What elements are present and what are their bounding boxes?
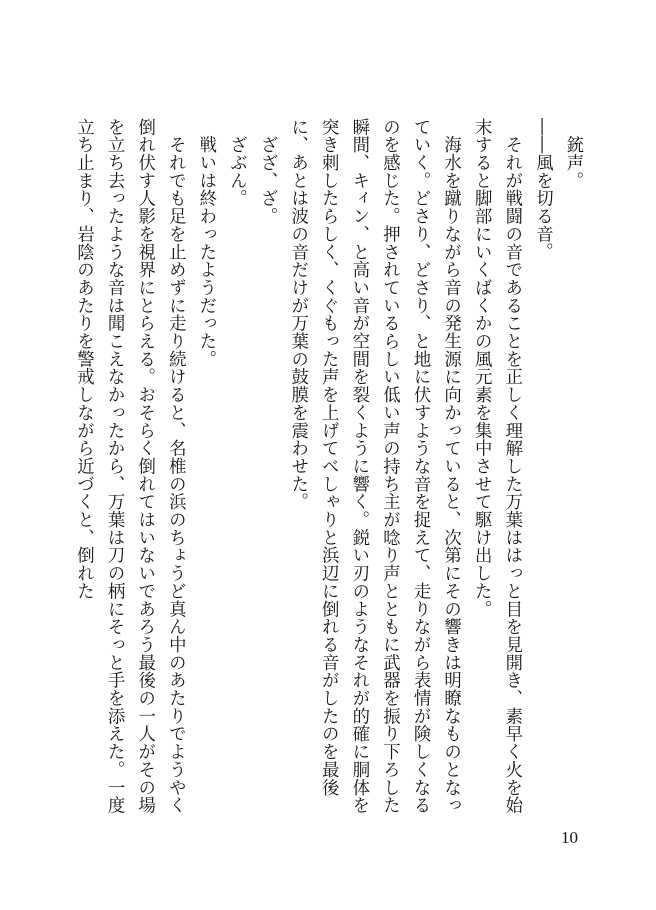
paragraph: それが戦闘の音であることを正しく理解した万葉ははっと目を見開き、素早く火を始末すると脚部にいくばくかの風元素を集中させて駆け出した。 [471, 118, 522, 815]
paragraph: 海水を蹴りながら音の発生源に向かっていると、次第にその響きは明瞭なものとなっていく。どさり、どさり、と地に伏すような音を捉えて、走りながら表情が険しくなるのを感じた。押されているらしい低い声の持ち主が唸り声とともに武器を振り下ろした瞬間、キィン、と高い音が空間を裂くように響く。鋭い刃のようなそれが的確に胴体を突き刺したらしく、くぐもった声を上げてべしゃりと浜辺に倒れる音がしたのを最後に、あとは波の音だけが万葉の鼓膜を震わせた。 [287, 118, 461, 815]
paragraph: それでも足を止めずに走り続けると、名椎の浜のちょうど真ん中のあたりでようやく倒れ伏す人影を視界にとらえる。おそらく倒れてはいないであろう最後の一人がその場を立ち去ったような音は聞こえなかったから、万葉は刀の柄にそっと手を添えた。一度立ち止まり、岩陰のあたりを警戒しながら近づくと、倒れた [73, 118, 186, 815]
page-number: 10 [561, 828, 578, 847]
paragraph: 銃声。 [563, 118, 583, 190]
paragraph: ざぶん。 [226, 118, 247, 208]
body-text [48, 118, 588, 818]
paragraph: ――風を切る音。 [532, 118, 553, 261]
paragraph: ざざ、ざ。 [257, 118, 278, 226]
paragraph: 戦いは終わったようだった。 [195, 118, 216, 368]
